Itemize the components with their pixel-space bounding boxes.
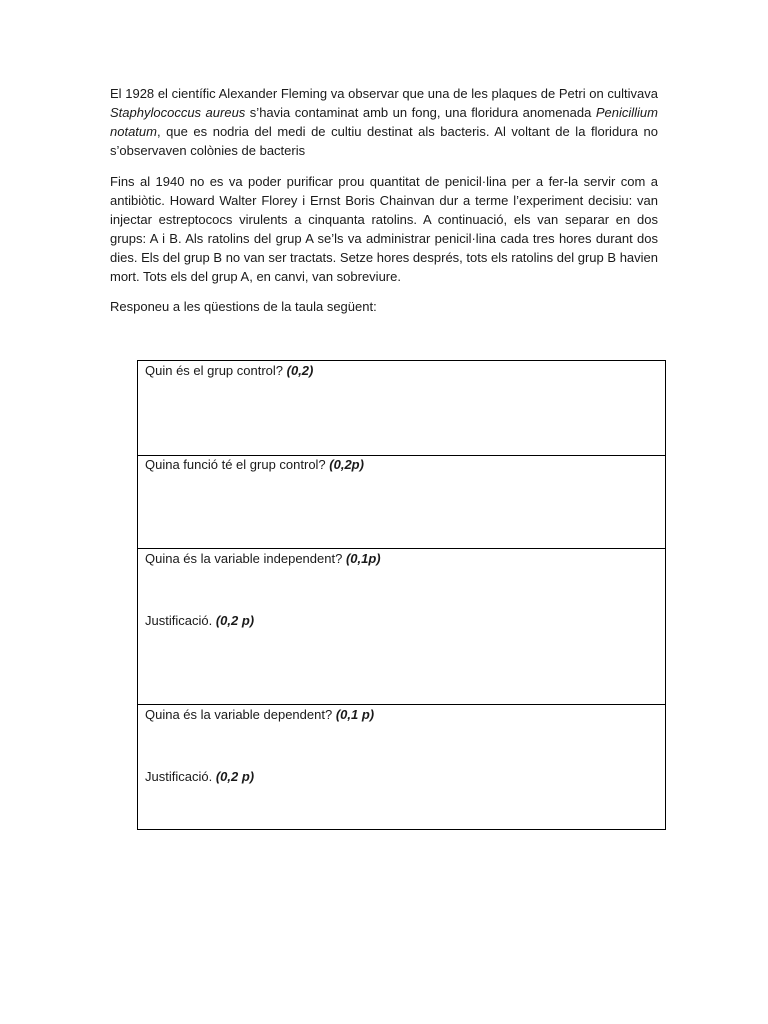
question-text: Quin és el grup control?: [145, 363, 287, 378]
paragraph-text: s’havia contaminat amb un fong, una floridura anomenada: [245, 105, 596, 120]
questions-table: [137, 360, 666, 830]
question-points: (0,1 p): [335, 707, 375, 722]
question-label: [145, 706, 374, 723]
intro-paragraph: [110, 84, 658, 160]
justification-text: Justificació.: [145, 613, 216, 628]
question-points: (0,1p): [345, 551, 381, 566]
justification-text: Justificació.: [145, 769, 216, 784]
question-points: (0,2p): [329, 457, 364, 472]
justification-points: (0,2 p): [215, 613, 255, 628]
paragraph-text: El 1928 el científic Alexander Fleming va observar que una de les plaques de Petri on cultivava: [110, 86, 658, 101]
question-row-control-group: [138, 361, 665, 456]
justification-label: [145, 612, 254, 629]
question-label: [145, 456, 364, 473]
experiment-paragraph: Fins al 1940 no es va poder purificar prou quantitat de penicil·lina per a fer-la servir com a antibiòtic. Howard Walter Florey i Ernst Boris Chainvan dur a terme l’experiment decisiu: van injectar estreptococs virulents a cinquanta ratolins. A continuació, els van separar en dos grups: A i B. Als ratolins del grup A se’ls va administrar penicil·lina cada tres hores durant dos dies. Els del grup B no van ser tractats. Setze hores després, tots els ratolins del grup B havien mort. Tots els del grup A, en canvi, van sobreviure.: [110, 174, 658, 284]
justification-points: (0,2 p): [215, 769, 255, 784]
question-text: Quina és la variable independent?: [145, 551, 346, 566]
species-name: Penicillium notatum: [110, 105, 658, 139]
question-points: (0,2): [286, 363, 314, 378]
question-label: [145, 362, 313, 379]
instructions-paragraph: Responeu a les qüestions de la taula següent:: [110, 299, 377, 314]
species-name: Staphylococcus aureus: [110, 105, 246, 120]
question-row-control-function: [138, 455, 665, 549]
question-text: Quina és la variable dependent?: [145, 707, 336, 722]
question-label: [145, 550, 381, 567]
paragraph-text: , que es nodria del medi de cultiu destinat als bacteris. Al voltant de la floridura no s’observaven colònies de bacteris: [110, 124, 658, 158]
question-text: Quina funció té el grup control?: [145, 457, 330, 472]
question-row-dependent-variable: [138, 705, 665, 829]
question-row-independent-variable: [138, 549, 665, 705]
justification-label: [145, 768, 254, 785]
